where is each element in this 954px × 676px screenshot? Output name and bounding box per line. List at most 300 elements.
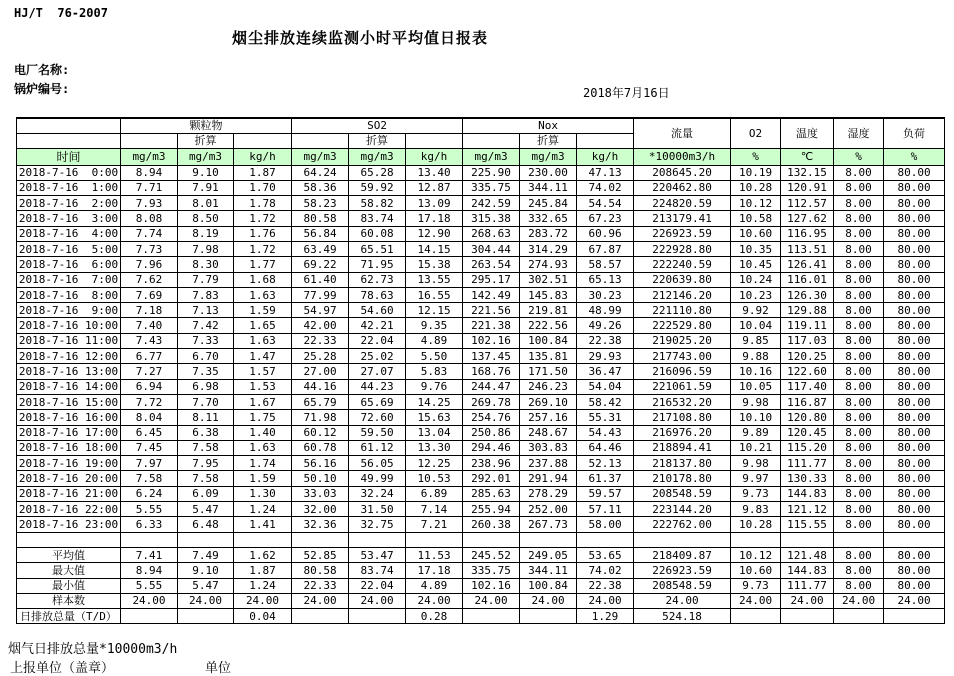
row-label-cell: 2018-7-16 11:00 [17, 333, 121, 348]
value-cell: 8.08 [121, 211, 178, 226]
value-cell: 115.20 [781, 440, 834, 455]
value-cell: 216532.20 [634, 394, 731, 409]
report-table [16, 117, 945, 624]
value-cell: 130.33 [781, 471, 834, 486]
value-cell: 269.78 [463, 394, 520, 409]
value-cell: 221.38 [463, 318, 520, 333]
value-cell: 120.25 [781, 349, 834, 364]
value-cell: 344.11 [520, 563, 577, 578]
value-cell: 210178.80 [634, 471, 731, 486]
value-cell: 8.00 [834, 502, 884, 517]
unit-cell: kg/h [234, 148, 292, 165]
row-label-cell: 2018-7-16 16:00 [17, 410, 121, 425]
value-cell: 30.23 [577, 287, 634, 302]
value-cell: 5.50 [406, 349, 463, 364]
unit-cell: kg/h [406, 148, 463, 165]
value-cell: 6.89 [406, 486, 463, 501]
value-cell: 285.63 [463, 486, 520, 501]
value-cell: 283.72 [520, 226, 577, 241]
value-cell: 1.70 [234, 180, 292, 195]
value-cell: 1.74 [234, 456, 292, 471]
value-cell: 225.90 [463, 165, 520, 180]
standard-code: HJ/T 76-2007 [14, 6, 108, 20]
value-cell: 24.00 [834, 593, 884, 608]
value-cell: 17.18 [406, 563, 463, 578]
value-cell: 63.49 [292, 241, 349, 256]
value-cell: 8.30 [178, 257, 234, 272]
value-cell: 7.41 [121, 547, 178, 562]
value-cell [292, 532, 349, 547]
value-cell: 24.00 [463, 593, 520, 608]
value-cell: 1.63 [234, 440, 292, 455]
value-cell: 100.84 [520, 333, 577, 348]
value-cell: 10.12 [731, 196, 781, 211]
converted-label: 折算 [520, 133, 577, 148]
value-cell: 10.35 [731, 241, 781, 256]
value-cell: 32.75 [349, 517, 406, 532]
value-cell: 61.12 [349, 440, 406, 455]
value-cell: 8.50 [178, 211, 234, 226]
value-cell: 1.41 [234, 517, 292, 532]
unit-cell: % [834, 148, 884, 165]
value-cell: 52.85 [292, 547, 349, 562]
value-cell: 220639.80 [634, 272, 731, 287]
table-row [17, 471, 945, 486]
value-cell: 11.53 [406, 547, 463, 562]
value-cell: 304.44 [463, 241, 520, 256]
value-cell: 58.82 [349, 196, 406, 211]
value-cell: 9.10 [178, 165, 234, 180]
value-cell: 246.23 [520, 379, 577, 394]
value-cell: 120.80 [781, 410, 834, 425]
header-load: 负荷 [884, 118, 945, 148]
value-cell: 6.24 [121, 486, 178, 501]
value-cell: 113.51 [781, 241, 834, 256]
value-cell: 257.16 [520, 410, 577, 425]
value-cell: 62.73 [349, 272, 406, 287]
value-cell: 8.00 [834, 318, 884, 333]
value-cell: 80.00 [884, 303, 945, 318]
row-label-cell: 样本数 [17, 593, 121, 608]
value-cell: 292.01 [463, 471, 520, 486]
value-cell: 8.00 [834, 241, 884, 256]
value-cell: 315.38 [463, 211, 520, 226]
value-cell: 1.63 [234, 333, 292, 348]
value-cell: 6.09 [178, 486, 234, 501]
value-cell: 16.55 [406, 287, 463, 302]
value-cell: 44.23 [349, 379, 406, 394]
value-cell: 100.84 [520, 578, 577, 593]
value-cell: 112.57 [781, 196, 834, 211]
value-cell: 78.63 [349, 287, 406, 302]
value-cell: 80.00 [884, 211, 945, 226]
value-cell: 50.10 [292, 471, 349, 486]
value-cell: 254.76 [463, 410, 520, 425]
summary-row [17, 578, 945, 593]
value-cell: 80.00 [884, 456, 945, 471]
row-label-cell: 2018-7-16 17:00 [17, 425, 121, 440]
value-cell: 1.62 [234, 547, 292, 562]
value-cell: 5.55 [121, 578, 178, 593]
header-flow: 流量 [634, 118, 731, 148]
value-cell: 171.50 [520, 364, 577, 379]
table-row [17, 440, 945, 455]
value-cell: 117.40 [781, 379, 834, 394]
page-title: 烟尘排放连续监测小时平均值日报表 [231, 29, 488, 47]
value-cell: 255.94 [463, 502, 520, 517]
value-cell: 268.63 [463, 226, 520, 241]
value-cell [834, 609, 884, 624]
value-cell: 24.00 [121, 593, 178, 608]
value-cell: 36.47 [577, 364, 634, 379]
value-cell: 74.02 [577, 563, 634, 578]
table-row [17, 226, 945, 241]
value-cell: 83.74 [349, 563, 406, 578]
value-cell: 80.00 [884, 471, 945, 486]
table-row [17, 196, 945, 211]
value-cell: 9.76 [406, 379, 463, 394]
value-cell: 1.68 [234, 272, 292, 287]
value-cell [520, 532, 577, 547]
value-cell: 61.40 [292, 272, 349, 287]
value-cell: 7.35 [178, 364, 234, 379]
table-row [17, 486, 945, 501]
value-cell: 65.79 [292, 394, 349, 409]
row-label-cell: 2018-7-16 10:00 [17, 318, 121, 333]
value-cell: 8.00 [834, 578, 884, 593]
value-cell: 67.23 [577, 211, 634, 226]
value-cell: 7.96 [121, 257, 178, 272]
value-cell: 67.87 [577, 241, 634, 256]
value-cell: 135.81 [520, 349, 577, 364]
value-cell: 1.67 [234, 394, 292, 409]
value-cell: 55.31 [577, 410, 634, 425]
table-row [17, 333, 945, 348]
row-label-cell: 2018-7-16 22:00 [17, 502, 121, 517]
value-cell: 295.17 [463, 272, 520, 287]
value-cell [731, 609, 781, 624]
value-cell: 7.98 [178, 241, 234, 256]
value-cell: 335.75 [463, 563, 520, 578]
value-cell: 80.00 [884, 180, 945, 195]
value-cell: 24.00 [731, 593, 781, 608]
value-cell: 7.70 [178, 394, 234, 409]
value-cell: 13.30 [406, 440, 463, 455]
value-cell: 8.00 [834, 379, 884, 394]
value-cell: 217743.00 [634, 349, 731, 364]
value-cell: 218137.80 [634, 456, 731, 471]
blank-cell [121, 133, 178, 148]
value-cell [292, 609, 349, 624]
value-cell: 278.29 [520, 486, 577, 501]
value-cell: 116.87 [781, 394, 834, 409]
value-cell: 1.78 [234, 196, 292, 211]
value-cell: 142.49 [463, 287, 520, 302]
value-cell: 1.76 [234, 226, 292, 241]
value-cell: 13.55 [406, 272, 463, 287]
row-label-cell: 2018-7-16 4:00 [17, 226, 121, 241]
value-cell: 10.19 [731, 165, 781, 180]
value-cell: 6.33 [121, 517, 178, 532]
value-cell [178, 609, 234, 624]
value-cell: 10.10 [731, 410, 781, 425]
value-cell: 54.43 [577, 425, 634, 440]
value-cell: 80.00 [884, 410, 945, 425]
value-cell: 7.71 [121, 180, 178, 195]
value-cell: 213179.41 [634, 211, 731, 226]
value-cell: 22.38 [577, 578, 634, 593]
value-cell: 208548.59 [634, 578, 731, 593]
value-cell: 217108.80 [634, 410, 731, 425]
value-cell: 65.69 [349, 394, 406, 409]
value-cell: 8.00 [834, 333, 884, 348]
value-cell: 80.00 [884, 547, 945, 562]
value-cell: 15.63 [406, 410, 463, 425]
value-cell [406, 532, 463, 547]
value-cell: 22.04 [349, 333, 406, 348]
value-cell: 72.60 [349, 410, 406, 425]
value-cell: 80.00 [884, 440, 945, 455]
value-cell: 137.45 [463, 349, 520, 364]
value-cell: 59.57 [577, 486, 634, 501]
value-cell: 9.85 [731, 333, 781, 348]
header-o2: O2 [731, 118, 781, 148]
value-cell: 224820.59 [634, 196, 731, 211]
row-label-cell: 2018-7-16 3:00 [17, 211, 121, 226]
plant-name-label: 电厂名称: [14, 63, 70, 77]
table-row [17, 410, 945, 425]
value-cell: 8.00 [834, 226, 884, 241]
value-cell: 7.83 [178, 287, 234, 302]
value-cell: 0.04 [234, 609, 292, 624]
value-cell: 8.00 [834, 196, 884, 211]
value-cell: 58.23 [292, 196, 349, 211]
converted-label: 折算 [349, 133, 406, 148]
value-cell: 7.49 [178, 547, 234, 562]
row-label-cell: 2018-7-16 20:00 [17, 471, 121, 486]
value-cell [463, 532, 520, 547]
value-cell: 10.05 [731, 379, 781, 394]
header-temperature: 温度 [781, 118, 834, 148]
value-cell: 12.15 [406, 303, 463, 318]
summary-row [17, 547, 945, 562]
value-cell: 132.15 [781, 165, 834, 180]
blank-cell [234, 133, 292, 148]
value-cell: 238.96 [463, 456, 520, 471]
value-cell: 9.83 [731, 502, 781, 517]
group-header-nox: Nox [463, 118, 634, 133]
value-cell: 244.47 [463, 379, 520, 394]
value-cell: 9.97 [731, 471, 781, 486]
value-cell: 7.33 [178, 333, 234, 348]
value-cell: 6.98 [178, 379, 234, 394]
value-cell: 13.09 [406, 196, 463, 211]
value-cell: 221.56 [463, 303, 520, 318]
value-cell: 8.00 [834, 180, 884, 195]
value-cell: 7.62 [121, 272, 178, 287]
value-cell: 24.00 [781, 593, 834, 608]
value-cell: 9.98 [731, 394, 781, 409]
value-cell: 8.11 [178, 410, 234, 425]
row-label-cell: 平均值 [17, 547, 121, 562]
value-cell: 8.00 [834, 394, 884, 409]
value-cell: 111.77 [781, 456, 834, 471]
value-cell: 127.62 [781, 211, 834, 226]
value-cell: 126.30 [781, 287, 834, 302]
value-cell: 9.92 [731, 303, 781, 318]
value-cell: 60.78 [292, 440, 349, 455]
value-cell: 4.89 [406, 578, 463, 593]
value-cell: 64.46 [577, 440, 634, 455]
time-header: 时间 [17, 148, 121, 165]
value-cell: 1.40 [234, 425, 292, 440]
value-cell: 1.87 [234, 563, 292, 578]
value-cell: 8.00 [834, 425, 884, 440]
value-cell: 1.87 [234, 165, 292, 180]
row-label-cell: 最小值 [17, 578, 121, 593]
value-cell: 332.65 [520, 211, 577, 226]
value-cell: 47.13 [577, 165, 634, 180]
value-cell: 10.21 [731, 440, 781, 455]
value-cell: 7.21 [406, 517, 463, 532]
value-cell: 102.16 [463, 333, 520, 348]
value-cell: 212146.20 [634, 287, 731, 302]
value-cell: 24.00 [349, 593, 406, 608]
value-cell [781, 609, 834, 624]
value-cell: 7.97 [121, 456, 178, 471]
value-cell: 145.83 [520, 287, 577, 302]
value-cell: 24.00 [178, 593, 234, 608]
value-cell: 65.28 [349, 165, 406, 180]
value-cell: 58.42 [577, 394, 634, 409]
row-label-cell: 2018-7-16 19:00 [17, 456, 121, 471]
value-cell: 8.00 [834, 440, 884, 455]
value-cell: 58.57 [577, 257, 634, 272]
value-cell: 219025.20 [634, 333, 731, 348]
value-cell [731, 532, 781, 547]
value-cell: 69.22 [292, 257, 349, 272]
value-cell: 64.24 [292, 165, 349, 180]
value-cell: 1.53 [234, 379, 292, 394]
value-cell [234, 532, 292, 547]
value-cell: 8.00 [834, 486, 884, 501]
summary-row [17, 563, 945, 578]
value-cell: 344.11 [520, 180, 577, 195]
value-cell: 74.02 [577, 180, 634, 195]
value-cell: 7.58 [121, 471, 178, 486]
value-cell: 102.16 [463, 578, 520, 593]
value-cell: 6.38 [178, 425, 234, 440]
value-cell: 8.00 [834, 517, 884, 532]
value-cell: 144.83 [781, 486, 834, 501]
value-cell: 222762.00 [634, 517, 731, 532]
value-cell: 5.83 [406, 364, 463, 379]
value-cell: 6.48 [178, 517, 234, 532]
value-cell: 116.95 [781, 226, 834, 241]
unit-cell: *10000m3/h [634, 148, 731, 165]
value-cell: 54.54 [577, 196, 634, 211]
value-cell: 144.83 [781, 563, 834, 578]
value-cell: 1.24 [234, 502, 292, 517]
value-cell: 1.77 [234, 257, 292, 272]
value-cell [349, 532, 406, 547]
value-cell: 53.47 [349, 547, 406, 562]
header-group-row [17, 118, 945, 133]
blank-cell [292, 133, 349, 148]
value-cell: 7.27 [121, 364, 178, 379]
value-cell: 7.45 [121, 440, 178, 455]
value-cell: 80.00 [884, 196, 945, 211]
value-cell: 111.77 [781, 578, 834, 593]
value-cell: 1.72 [234, 241, 292, 256]
value-cell: 24.00 [520, 593, 577, 608]
converted-label: 折算 [178, 133, 234, 148]
table-row [17, 180, 945, 195]
unit-cell: mg/m3 [349, 148, 406, 165]
value-cell: 71.98 [292, 410, 349, 425]
row-label-cell: 2018-7-16 9:00 [17, 303, 121, 318]
value-cell: 6.70 [178, 349, 234, 364]
value-cell: 80.00 [884, 486, 945, 501]
value-cell: 61.37 [577, 471, 634, 486]
table-row [17, 303, 945, 318]
value-cell: 58.36 [292, 180, 349, 195]
value-cell: 10.58 [731, 211, 781, 226]
value-cell: 10.12 [731, 547, 781, 562]
value-cell: 245.52 [463, 547, 520, 562]
value-cell: 7.74 [121, 226, 178, 241]
value-cell: 6.77 [121, 349, 178, 364]
value-cell: 219.81 [520, 303, 577, 318]
value-cell: 223144.20 [634, 502, 731, 517]
value-cell [178, 532, 234, 547]
value-cell: 218894.41 [634, 440, 731, 455]
table-row [17, 379, 945, 394]
row-label-cell: 2018-7-16 5:00 [17, 241, 121, 256]
value-cell: 10.45 [731, 257, 781, 272]
value-cell: 237.88 [520, 456, 577, 471]
value-cell: 8.00 [834, 364, 884, 379]
value-cell: 80.00 [884, 165, 945, 180]
table-row [17, 318, 945, 333]
unit-cell: mg/m3 [292, 148, 349, 165]
value-cell: 220462.80 [634, 180, 731, 195]
row-label-cell: 最大值 [17, 563, 121, 578]
blank-cell [463, 133, 520, 148]
value-cell: 8.19 [178, 226, 234, 241]
value-cell: 7.91 [178, 180, 234, 195]
value-cell: 117.03 [781, 333, 834, 348]
value-cell: 7.13 [178, 303, 234, 318]
table-row [17, 272, 945, 287]
value-cell: 274.93 [520, 257, 577, 272]
table-row [17, 211, 945, 226]
value-cell: 80.00 [884, 226, 945, 241]
value-cell: 269.10 [520, 394, 577, 409]
boiler-no-label: 锅炉编号: [14, 82, 70, 96]
value-cell: 8.00 [834, 165, 884, 180]
value-cell: 10.28 [731, 180, 781, 195]
value-cell: 52.13 [577, 456, 634, 471]
value-cell: 222928.80 [634, 241, 731, 256]
value-cell: 260.38 [463, 517, 520, 532]
value-cell: 80.00 [884, 333, 945, 348]
value-cell: 120.91 [781, 180, 834, 195]
value-cell: 294.46 [463, 440, 520, 455]
value-cell: 60.08 [349, 226, 406, 241]
value-cell: 42.21 [349, 318, 406, 333]
table-row [17, 502, 945, 517]
